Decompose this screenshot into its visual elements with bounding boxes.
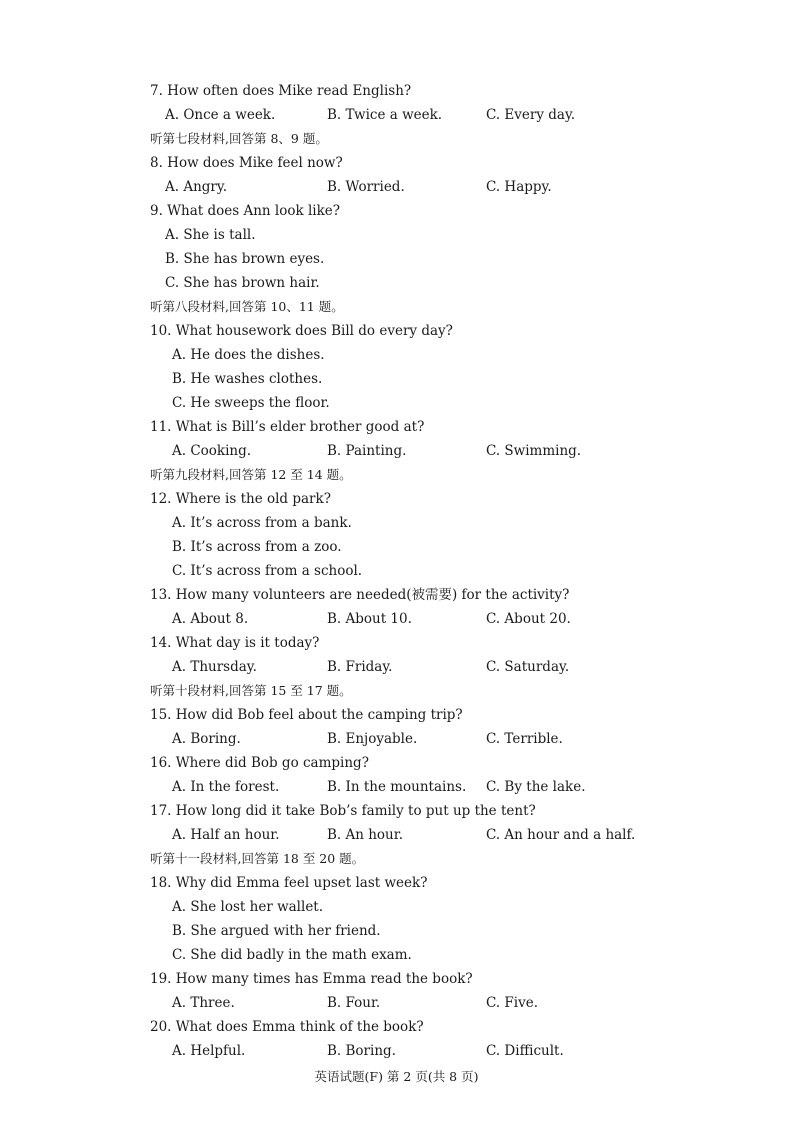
answer-option-row bbox=[0, 393, 793, 417]
question-text: 18. Why did Emma feel upset last week? bbox=[150, 875, 428, 891]
answer-option-row bbox=[0, 249, 793, 273]
answer-option-a: A. Angry. bbox=[165, 179, 227, 195]
answer-option: C. It’s across from a school. bbox=[172, 563, 363, 579]
question-text: 8. How does Mike feel now? bbox=[150, 155, 343, 171]
answer-option-row bbox=[0, 513, 793, 537]
answer-option-a: A. About 8. bbox=[172, 611, 249, 627]
answer-option-a: A. Once a week. bbox=[165, 107, 276, 123]
answer-option-b: B. About 10. bbox=[327, 611, 412, 627]
answer-option: B. He washes clothes. bbox=[172, 371, 323, 387]
answer-option-row bbox=[0, 945, 793, 969]
answer-options-row bbox=[0, 177, 793, 201]
answer-option-a: A. Three. bbox=[172, 995, 235, 1011]
question-text: 7. How often does Mike read English? bbox=[150, 83, 412, 99]
answer-option-row bbox=[0, 921, 793, 945]
answer-options-row bbox=[0, 825, 793, 849]
answer-option-row bbox=[0, 897, 793, 921]
exam-page-content bbox=[0, 81, 793, 1065]
answer-option-c: C. About 20. bbox=[486, 611, 571, 627]
question-text: 16. Where did Bob go camping? bbox=[150, 755, 369, 771]
answer-options-row bbox=[0, 105, 793, 129]
answer-option-row bbox=[0, 369, 793, 393]
question-text: 20. What does Emma think of the book? bbox=[150, 1019, 424, 1035]
answer-option-b: B. Boring. bbox=[327, 1043, 396, 1059]
section-instruction: 听第八段材料,回答第 10、11 题。 bbox=[150, 299, 344, 314]
answer-option: B. It’s across from a zoo. bbox=[172, 539, 342, 555]
answer-option-c: C. Swimming. bbox=[486, 443, 582, 459]
answer-option: C. She did badly in the math exam. bbox=[172, 947, 412, 963]
question-text: 15. How did Bob feel about the camping trip? bbox=[150, 707, 463, 723]
section-instruction: 听第十一段材料,回答第 18 至 20 题。 bbox=[150, 851, 365, 866]
answer-option-b: B. Friday. bbox=[327, 659, 393, 675]
answer-option-a: A. In the forest. bbox=[172, 779, 280, 795]
page-footer: 英语试题(F) 第 2 页(共 8 页) bbox=[314, 1069, 479, 1084]
answer-option-a: A. Helpful. bbox=[172, 1043, 246, 1059]
question-text: 19. How many times has Emma read the book? bbox=[150, 971, 473, 987]
answer-option-c: C. Saturday. bbox=[486, 659, 570, 675]
answer-option-a: A. Cooking. bbox=[172, 443, 252, 459]
question-text: 17. How long did it take Bob’s family to put up the tent? bbox=[150, 803, 536, 819]
answer-option-row bbox=[0, 345, 793, 369]
answer-option-row bbox=[0, 273, 793, 297]
answer-option: C. He sweeps the floor. bbox=[172, 395, 330, 411]
answer-option-c: C. Happy. bbox=[486, 179, 552, 195]
answer-option-b: B. An hour. bbox=[327, 827, 404, 843]
answer-options-row bbox=[0, 441, 793, 465]
question-text: 14. What day is it today? bbox=[150, 635, 320, 651]
answer-option: A. She is tall. bbox=[165, 227, 256, 243]
answer-option-c: C. Difficult. bbox=[486, 1043, 564, 1059]
answer-options-row bbox=[0, 777, 793, 801]
question-text: 9. What does Ann look like? bbox=[150, 203, 341, 219]
question-text: 10. What housework does Bill do every day? bbox=[150, 323, 453, 339]
answer-option: B. She argued with her friend. bbox=[172, 923, 381, 939]
answer-option-c: C. Terrible. bbox=[486, 731, 563, 747]
answer-options-row bbox=[0, 657, 793, 681]
answer-option: A. She lost her wallet. bbox=[172, 899, 324, 915]
answer-option: A. It’s across from a bank. bbox=[172, 515, 352, 531]
section-instruction: 听第九段材料,回答第 12 至 14 题。 bbox=[150, 467, 352, 482]
section-instruction: 听第十段材料,回答第 15 至 17 题。 bbox=[150, 683, 352, 698]
answer-option-c: C. Five. bbox=[486, 995, 539, 1011]
answer-option: B. She has brown eyes. bbox=[165, 251, 325, 267]
section-instruction: 听第七段材料,回答第 8、9 题。 bbox=[150, 131, 328, 146]
answer-option-row bbox=[0, 225, 793, 249]
answer-option-a: A. Half an hour. bbox=[172, 827, 280, 843]
answer-option-a: A. Thursday. bbox=[172, 659, 257, 675]
question-text: 13. How many volunteers are needed(被需要) for the activity? bbox=[150, 587, 570, 603]
answer-option-b: B. Enjoyable. bbox=[327, 731, 418, 747]
answer-option-a: A. Boring. bbox=[172, 731, 241, 747]
answer-option-b: B. In the mountains. bbox=[327, 779, 467, 795]
answer-option-row bbox=[0, 537, 793, 561]
answer-option-c: C. Every day. bbox=[486, 107, 576, 123]
answer-option-b: B. Painting. bbox=[327, 443, 407, 459]
answer-option-row bbox=[0, 561, 793, 585]
answer-options-row bbox=[0, 993, 793, 1017]
answer-option: A. He does the dishes. bbox=[172, 347, 325, 363]
answer-option-c: C. An hour and a half. bbox=[486, 827, 636, 843]
answer-option-b: B. Four. bbox=[327, 995, 381, 1011]
question-text: 11. What is Bill’s elder brother good at? bbox=[150, 419, 425, 435]
answer-option-b: B. Twice a week. bbox=[327, 107, 443, 123]
answer-options-row bbox=[0, 1041, 793, 1065]
question-text: 12. Where is the old park? bbox=[150, 491, 331, 507]
answer-option-c: C. By the lake. bbox=[486, 779, 586, 795]
answer-option-b: B. Worried. bbox=[327, 179, 405, 195]
answer-options-row bbox=[0, 729, 793, 753]
answer-options-row bbox=[0, 609, 793, 633]
answer-option: C. She has brown hair. bbox=[165, 275, 320, 291]
